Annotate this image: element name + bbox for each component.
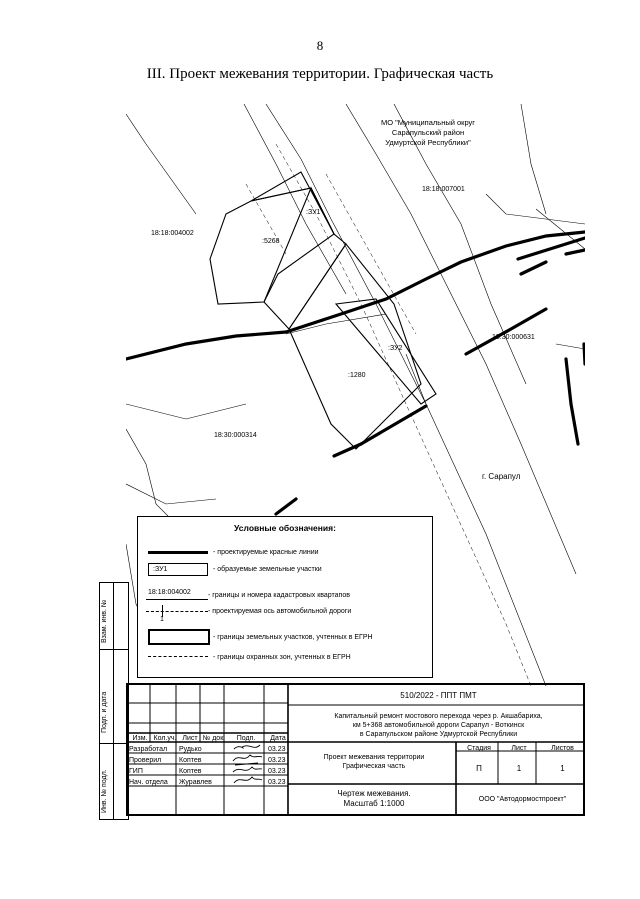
legend-item-parcels: :ЗУ1 - образуемые земельные участки <box>138 563 432 577</box>
col-header-doc: № док. <box>202 735 226 742</box>
egrn-parcel-sample <box>148 629 210 645</box>
signer-name-2: Коптев <box>179 757 202 764</box>
col-header-list: Лист <box>182 735 198 742</box>
cadastral-label-000631: 18:30:000631 <box>492 334 535 341</box>
protection-zone-sample <box>148 656 208 657</box>
label-replace-inv: Взам. инв. № <box>101 599 108 643</box>
drawing-title: Чертеж межевания. Масштаб 1:1000 <box>337 789 411 808</box>
signer-role-2: Проверил <box>129 757 162 764</box>
legend-item-red-lines: - проектируемые красные линии <box>138 546 432 560</box>
city-label: г. Сарапул <box>482 472 521 481</box>
legend-item-road-axis: 1 - проектируемая ось автомобильной дороги <box>138 607 432 621</box>
signer-date-4: 03.23 <box>268 779 286 786</box>
title-block <box>126 683 585 816</box>
mo-line-2: Сарапульский район <box>391 128 465 137</box>
parcel-label-5268: :5268 <box>262 238 280 245</box>
page-heading: III. Проект межевания территории. Графическая часть <box>146 66 494 82</box>
cadastral-label-000314: 18:30:000314 <box>214 432 257 439</box>
stage-value: П <box>476 764 482 773</box>
col-header-kol: Кол.уч. <box>153 735 177 742</box>
axis-number-sample: 1 <box>160 616 164 623</box>
legend-title: Условные обозначения: <box>234 523 336 533</box>
signer-date-1: 03.23 <box>268 746 286 753</box>
cadastral-line-sample <box>146 599 208 600</box>
sheet-header: Лист <box>511 745 527 752</box>
axis-line-sample <box>146 611 208 612</box>
cadastral-sample: 18:18:004002 <box>148 589 191 596</box>
col-header-izm: Изм. <box>132 735 148 742</box>
cadastral-label-004002: 18:18:004002 <box>151 230 194 237</box>
label-sign-date: Подп. и дата <box>101 691 108 733</box>
stage-header: Стадия <box>467 745 491 752</box>
side-stamp-strip <box>99 582 129 820</box>
doc-title: Проект межевания территории Графическая часть <box>323 754 425 770</box>
legend-item-egrn-parcels: - границы земельных участков, учтенных в ЕГРН <box>138 629 432 643</box>
signer-name-4: Журавлев <box>179 779 212 786</box>
municipality-label <box>344 118 512 148</box>
project-title: Капитальный ремонт мостового перехода через р. Акшабариха, км 5+368 автомобильной дороги Сарапул - Воткинск в Сарапульском районе Удмуртской Республики <box>334 713 543 738</box>
sheets-value: 1 <box>560 764 565 773</box>
parcel-label-1280: :1280 <box>348 372 366 379</box>
signer-role-4: Нач. отдела <box>129 779 168 786</box>
organization-name: ООО "Автодормостпроект" <box>478 796 567 803</box>
mo-line-3: Удмуртской Республики" <box>385 138 471 147</box>
col-header-sign: Подп. <box>236 735 256 742</box>
parcel-sample: :ЗУ1 <box>148 563 208 576</box>
document-code: 510/2022 - ППТ ПМТ <box>400 691 477 700</box>
sheets-header: Листов <box>551 745 574 752</box>
legend-item-cadastral-blocks: 18:18:004002 - границы и номера кадастровых квартапов <box>148 589 350 599</box>
signer-date-3: 03.23 <box>268 768 286 775</box>
page-number: 8 <box>316 38 324 53</box>
cadastral-label-007001: 18:18:007001 <box>422 186 465 193</box>
signer-role-3: ГИП <box>129 768 143 775</box>
parcel-label-zu1: :ЗУ1 <box>306 209 321 216</box>
signer-role-1: Разработал <box>129 746 168 753</box>
signer-date-2: 03.23 <box>268 757 286 764</box>
handwritten-signatures <box>230 741 264 787</box>
legend-item-protection-zones: - границы охранных зон, учтенных в ЕГРН <box>138 651 432 665</box>
parcel-label-zu2: :ЗУ2 <box>388 345 403 352</box>
label-inv-original: Инв. № подл. <box>101 769 108 813</box>
sheet-value: 1 <box>516 764 522 773</box>
signer-name-1: Рудько <box>179 746 202 753</box>
red-line-sample <box>148 551 208 554</box>
mo-line-1: МО "Муниципальный округ <box>380 118 476 127</box>
legend <box>137 516 433 678</box>
col-header-date: Дата <box>270 735 286 742</box>
signer-name-3: Коптев <box>179 768 202 775</box>
